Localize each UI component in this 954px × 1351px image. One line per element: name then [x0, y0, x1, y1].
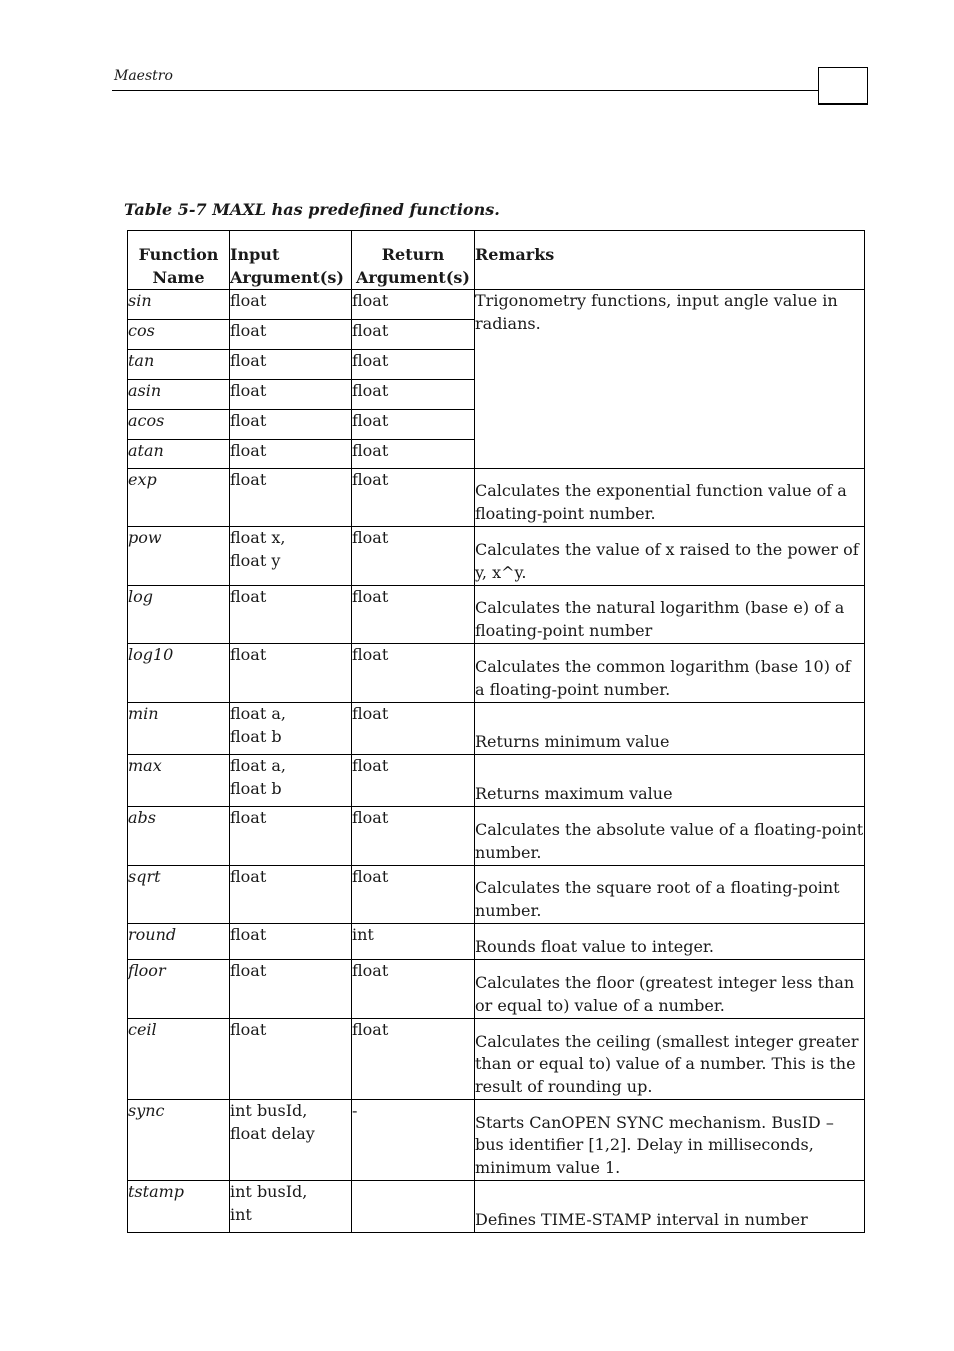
remarks: Returns minimum value	[475, 703, 865, 755]
input-arguments: float a, float b	[230, 755, 352, 807]
function-name: log10	[128, 644, 230, 703]
remarks: Calculates the common logarithm (base 10) of a floating-point number.	[475, 644, 865, 703]
function-name: cos	[128, 320, 230, 350]
input-arguments: float	[230, 380, 352, 410]
running-title: Maestro	[114, 68, 173, 84]
table-row	[128, 807, 865, 866]
return-arguments: float	[352, 410, 475, 440]
table-row	[128, 1181, 865, 1233]
function-name: tan	[128, 350, 230, 380]
column-header-remarks: Remarks	[475, 231, 865, 290]
return-arguments	[352, 1181, 475, 1233]
input-arguments: float	[230, 807, 352, 866]
return-arguments: float	[352, 866, 475, 924]
return-arguments: int	[352, 924, 475, 960]
remarks: Calculates the floor (greatest integer less than or equal to) value of a number.	[475, 960, 865, 1019]
column-header-function-name: Function Name	[128, 231, 230, 290]
table-row	[128, 960, 865, 1019]
remarks-trigonometry: Trigonometry functions, input angle value in radians.	[475, 290, 865, 469]
table-row	[128, 644, 865, 703]
function-name: round	[128, 924, 230, 960]
input-arguments: float x, float y	[230, 527, 352, 586]
function-name: min	[128, 703, 230, 755]
column-header-input: Input Argument(s)	[230, 231, 352, 290]
return-arguments: -	[352, 1100, 475, 1181]
input-arguments: float	[230, 924, 352, 960]
table-row	[128, 527, 865, 586]
input-arguments: float	[230, 469, 352, 527]
function-name: acos	[128, 410, 230, 440]
input-arguments: float	[230, 320, 352, 350]
input-arguments: float	[230, 290, 352, 320]
input-arguments: float	[230, 350, 352, 380]
function-name: floor	[128, 960, 230, 1019]
function-name: tstamp	[128, 1181, 230, 1233]
remarks: Rounds float value to integer.	[475, 924, 865, 960]
column-header-return: Return Argument(s)	[352, 231, 475, 290]
return-arguments: float	[352, 703, 475, 755]
input-arguments: float	[230, 644, 352, 703]
return-arguments: float	[352, 527, 475, 586]
functions-table	[127, 230, 865, 1233]
table-row	[128, 755, 865, 807]
function-name: sqrt	[128, 866, 230, 924]
table-row	[128, 586, 865, 644]
input-arguments: float	[230, 410, 352, 440]
table-caption: Table 5-7 MAXL has predefined functions.	[124, 200, 500, 219]
return-arguments: float	[352, 586, 475, 644]
remarks: Calculates the square root of a floating-point number.	[475, 866, 865, 924]
remarks: Calculates the exponential function value of a floating-point number.	[475, 469, 865, 527]
table-row	[128, 1100, 865, 1181]
function-name: log	[128, 586, 230, 644]
table-row	[128, 1019, 865, 1100]
remarks: Returns maximum value	[475, 755, 865, 807]
return-arguments: float	[352, 644, 475, 703]
page-number-box	[818, 67, 868, 105]
return-arguments: float	[352, 380, 475, 410]
return-arguments: float	[352, 350, 475, 380]
header-rule	[112, 90, 819, 91]
table-header-row	[128, 231, 865, 290]
return-arguments: float	[352, 1019, 475, 1100]
input-arguments: float	[230, 440, 352, 469]
table-row	[128, 469, 865, 527]
function-name: abs	[128, 807, 230, 866]
return-arguments: float	[352, 807, 475, 866]
function-name: atan	[128, 440, 230, 469]
table-row	[128, 290, 865, 320]
function-name: exp	[128, 469, 230, 527]
input-arguments: int busId, int	[230, 1181, 352, 1233]
return-arguments: float	[352, 440, 475, 469]
input-arguments: float	[230, 1019, 352, 1100]
remarks: Calculates the value of x raised to the power of y, x^y.	[475, 527, 865, 586]
table-row	[128, 924, 865, 960]
table-row	[128, 703, 865, 755]
function-name: pow	[128, 527, 230, 586]
return-arguments: float	[352, 320, 475, 350]
remarks: Starts CanOPEN SYNC mechanism. BusID – bus identifier [1,2]. Delay in milliseconds, minimum value 1.	[475, 1100, 865, 1181]
remarks: Defines TIME-STAMP interval in number	[475, 1181, 865, 1233]
return-arguments: float	[352, 755, 475, 807]
return-arguments: float	[352, 960, 475, 1019]
return-arguments: float	[352, 290, 475, 320]
remarks: Calculates the ceiling (smallest integer greater than or equal to) value of a number. This is the result of rounding up.	[475, 1019, 865, 1100]
function-name: ceil	[128, 1019, 230, 1100]
input-arguments: float a, float b	[230, 703, 352, 755]
function-name: max	[128, 755, 230, 807]
input-arguments: float	[230, 866, 352, 924]
table-row	[128, 866, 865, 924]
function-name: asin	[128, 380, 230, 410]
function-name: sync	[128, 1100, 230, 1181]
input-arguments: float	[230, 586, 352, 644]
function-name: sin	[128, 290, 230, 320]
remarks: Calculates the absolute value of a floating-point number.	[475, 807, 865, 866]
input-arguments: float	[230, 960, 352, 1019]
input-arguments: int busId, float delay	[230, 1100, 352, 1181]
remarks: Calculates the natural logarithm (base e) of a floating-point number	[475, 586, 865, 644]
return-arguments: float	[352, 469, 475, 527]
